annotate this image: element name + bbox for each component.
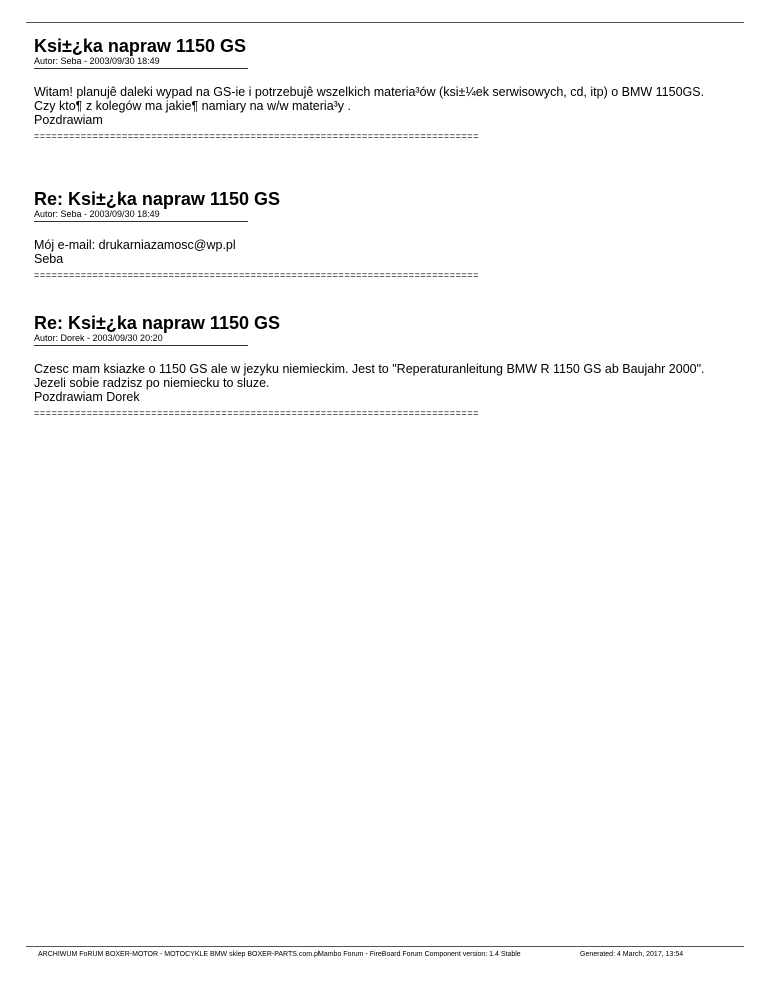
meta-underline: [34, 345, 248, 346]
post-body: [34, 238, 734, 266]
post-body-line: Pozdrawiam Dorek: [34, 390, 140, 404]
top-rule: [26, 22, 744, 23]
post-author-date: Autor: Seba - 2003/09/30 18:49: [34, 56, 160, 66]
post-title: Ksi±¿ka napraw 1150 GS: [34, 36, 246, 56]
meta-underline: [34, 68, 248, 69]
post-separator: ============================================================================: [34, 408, 480, 418]
post-body-line: Czesc mam ksiazke o 1150 GS ale w jezyku niemieckim. Jest to "Reperaturanleitung BMW R 1150 GS ab Baujahr 2000". Jezeli sobie radzisz po niemiecku to sluze.: [34, 362, 705, 390]
meta-underline: [34, 221, 248, 222]
post-title: Re: Ksi±¿ka napraw 1150 GS: [34, 313, 280, 333]
post-2: [34, 189, 734, 280]
post-body: [34, 362, 734, 404]
post-body-line: Seba: [34, 252, 64, 266]
post-3: [34, 313, 734, 418]
post-separator: ============================================================================: [34, 131, 480, 141]
post-author-date: Autor: Seba - 2003/09/30 18:49: [34, 209, 160, 219]
footer-generated-date: Generated: 4 March, 2017, 13:54: [580, 951, 684, 958]
post-title: Re: Ksi±¿ka napraw 1150 GS: [34, 189, 280, 209]
footer-site-name: ARCHIWUM FoRUM BOXER-MOTOR - MOTOCYKLE BMW sklep BOXER-PARTS.com.pl: [38, 951, 320, 958]
footer-component-version: Mambo Forum - FireBoard Forum Component version: 1.4 Stable: [318, 951, 521, 958]
post-body-line: Mój e-mail: drukarniazamosc@wp.pl: [34, 238, 236, 252]
post-body-line: Witam! planujê daleki wypad na GS-ie i potrzebujê wszelkich materia³ów (ksi±¼ek serwisowych, cd, itp) o BMW 1150GS.: [34, 85, 705, 99]
post-1: [34, 36, 734, 141]
post-body-line: Pozdrawiam: [34, 113, 103, 127]
footer-rule: [26, 946, 744, 947]
post-body: [34, 85, 734, 127]
post-separator: ============================================================================: [34, 270, 480, 280]
post-author-date: Autor: Dorek - 2003/09/30 20:20: [34, 333, 163, 343]
post-body-line: Czy kto¶ z kolegów ma jakie¶ namiary na w/w materia³y .: [34, 99, 351, 113]
